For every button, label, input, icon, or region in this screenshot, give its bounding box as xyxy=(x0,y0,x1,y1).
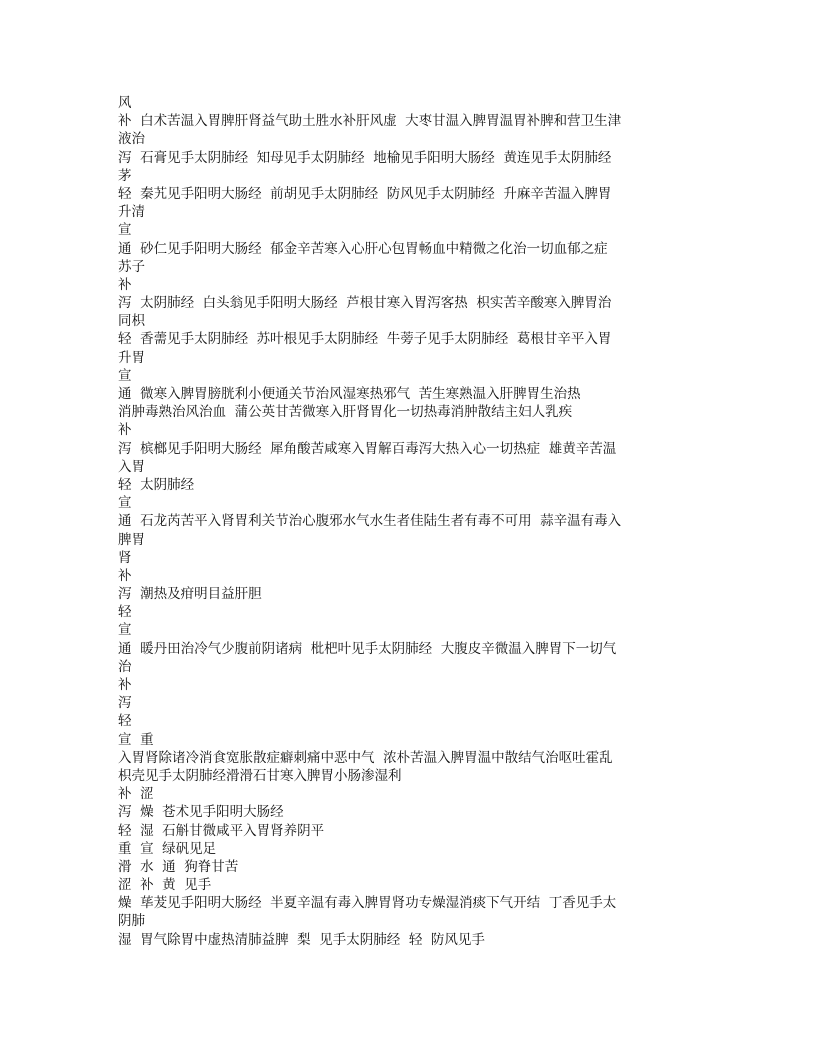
text-line: 补 xyxy=(118,567,132,584)
text-line: 泻 潮热及疳明目益肝胆 xyxy=(118,586,262,603)
text-line: 枳壳见手太阴肺经滑滑石甘寒入脾胃小肠渗湿利 xyxy=(118,767,402,784)
text-line: 阴肺 xyxy=(118,913,145,930)
text-line: 入胃 xyxy=(118,458,145,475)
text-line: 补 xyxy=(118,677,132,693)
text-line: 肾 xyxy=(118,549,132,566)
text-line: 补 xyxy=(118,422,132,439)
text-line: 苏子 xyxy=(118,258,145,275)
text-line: 通 暖丹田治冷气少腹前阴诸病 枇杷叶见手太阴肺经 大腹皮辛微温入脾胃下一切气 xyxy=(118,640,617,657)
document-page xyxy=(118,94,678,949)
text-line: 治 xyxy=(118,658,132,675)
text-line: 轻 秦艽见手阳明大肠经 前胡见手太阴肺经 防风见手太阴肺经 升麻辛苦温入脾胃 xyxy=(118,185,612,202)
text-line: 轻 xyxy=(118,713,132,730)
text-line: 泻 燥 苍术见手阳明大肠经 xyxy=(118,804,284,821)
text-line: 入胃肾除诸冷消食宽胀散症癖刺痛中恶中气 浓朴苦温入脾胃温中散结气治呕吐霍乱 xyxy=(118,749,613,766)
text-line: 重 宣 绿矾见足 xyxy=(118,840,217,857)
text-line: 宣 xyxy=(118,495,132,512)
text-line: 补 涩 xyxy=(118,786,154,803)
text-line: 泻 槟榔见手阳明大肠经 犀角酸苦咸寒入胃解百毒泻大热入心一切热症 雄黄辛苦温 xyxy=(118,440,617,457)
text-line: 泻 石膏见手太阴肺经 知母见手太阴肺经 地榆见手阳明大肠经 黄连见手太阴肺经 xyxy=(118,149,612,166)
text-line: 燥 荜茇见手阳明大肠经 半夏辛温有毒入脾胃肾功专燥湿消痰下气开结 丁香见手太 xyxy=(118,895,617,912)
text-line: 宣 xyxy=(118,622,132,639)
text-line: 通 石龙芮苦平入肾胃利关节治心腹邪水气水生者佳陆生者有毒不可用 蒜辛温有毒入 xyxy=(118,513,622,530)
text-line: 轻 太阴肺经 xyxy=(118,476,195,493)
text-line: 泻 xyxy=(118,695,132,712)
text-line: 泻 太阴肺经 白头翁见手阳明大肠经 芦根甘寒入胃泻客热 枳实苦辛酸寒入脾胃治 xyxy=(118,295,612,312)
text-line: 宣 xyxy=(118,222,132,239)
text-line: 轻 xyxy=(118,604,132,621)
text-line: 通 微寒入脾胃膀胱利小便通关节治风湿寒热邪气 苦生寒熟温入肝脾胃生治热 xyxy=(118,386,581,402)
text-line: 滑 水 通 狗脊甘苦 xyxy=(118,858,239,875)
text-line: 湿 胃气除胃中虚热清肺益脾 梨 见手太阴肺经 轻 防风见手 xyxy=(118,931,485,948)
text-line: 补 白术苦温入胃脾肝肾益气助土胜水补肝风虚 大枣甘温入脾胃温胃补脾和营卫生津 xyxy=(118,113,622,130)
text-line: 茅 xyxy=(118,167,132,184)
text-line: 同枳 xyxy=(118,313,145,330)
text-line: 轻 湿 石斛甘微咸平入胃肾养阴平 xyxy=(118,822,325,839)
text-line: 升清 xyxy=(118,204,145,221)
text-line: 宣 xyxy=(118,367,132,384)
text-line: 通 砂仁见手阳明大肠经 郁金辛苦寒入心肝心包胃畅血中精微之化治一切血郁之症 xyxy=(118,240,608,257)
text-line: 风 xyxy=(118,95,132,111)
text-line: 涩 补 黄 见手 xyxy=(118,877,212,894)
text-line: 消肿毒熟治风治血 蒲公英甘苦微寒入肝肾胃化一切热毒消肿散结主妇人乳疾 xyxy=(118,404,573,421)
text-line: 补 xyxy=(118,276,132,293)
text-line: 轻 香薷见手太阴肺经 苏叶根见手太阴肺经 牛蒡子见手太阴肺经 葛根甘辛平入胃 xyxy=(118,331,612,348)
text-line: 脾胃 xyxy=(118,531,145,548)
text-line: 升胃 xyxy=(118,349,145,366)
text-line: 宣 重 xyxy=(118,731,154,748)
text-line: 液治 xyxy=(118,131,145,148)
